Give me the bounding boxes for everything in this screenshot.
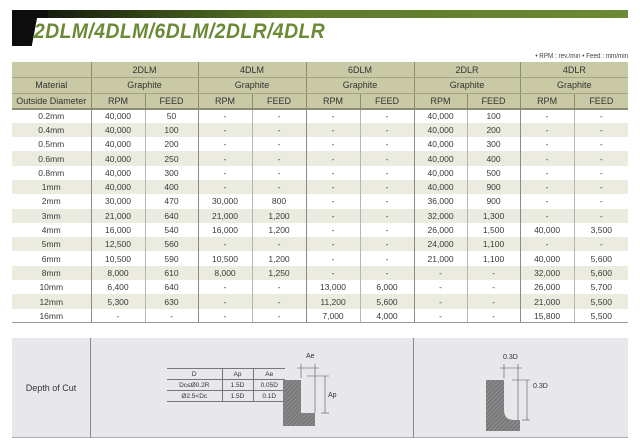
- rpm-cell: 7,000: [306, 309, 360, 323]
- rpm-cell: 21,000: [198, 209, 252, 223]
- feed-cell: 640: [145, 209, 198, 223]
- feed-cell: 4,000: [360, 309, 414, 323]
- rpm-cell: 5,300: [91, 294, 145, 308]
- feed-cell: 1,200: [252, 209, 306, 223]
- diameter-cell: 0.8mm: [12, 166, 91, 180]
- feed-cell: -: [252, 180, 306, 194]
- title-banner: [12, 10, 628, 46]
- width-label: 0.3D: [503, 354, 518, 361]
- material-label: Material: [12, 78, 91, 94]
- depth-of-cut-lr-panel: [414, 338, 628, 438]
- feed-cell: -: [252, 137, 306, 151]
- depth-of-cut-table: [167, 368, 285, 402]
- feed-cell: 800: [252, 194, 306, 208]
- rpm-cell: -: [306, 223, 360, 237]
- feed-cell: 610: [145, 266, 198, 280]
- rpm-cell: -: [414, 280, 467, 294]
- feed-cell: -: [252, 151, 306, 165]
- rpm-cell: 16,000: [91, 223, 145, 237]
- feed-cell: 400: [145, 180, 198, 194]
- feed-cell: 560: [145, 237, 198, 251]
- depth-label: 0.3D: [533, 383, 548, 390]
- material-4dlm: Graphite: [198, 78, 306, 94]
- rpm-cell: 26,000: [520, 280, 574, 294]
- rpm-cell: 40,000: [91, 123, 145, 137]
- rpm-cell: -: [520, 180, 574, 194]
- feed-cell: 300: [145, 166, 198, 180]
- feed-cell: 200: [467, 123, 520, 137]
- rpm-cell: 10,500: [198, 251, 252, 265]
- rpm-cell: 6,400: [91, 280, 145, 294]
- feed-cell: -: [360, 251, 414, 265]
- rpm-cell: 30,000: [91, 194, 145, 208]
- banner-bar: [12, 10, 628, 18]
- cutting-conditions-table: [12, 62, 628, 323]
- table-row: [12, 123, 628, 137]
- table-row: [12, 280, 628, 294]
- rpm-cell: 40,000: [414, 109, 467, 123]
- feed-cell: 640: [145, 280, 198, 294]
- rpm-cell: 8,000: [198, 266, 252, 280]
- feed-cell: 5,500: [574, 294, 628, 308]
- rpm-cell: -: [306, 137, 360, 151]
- rpm-cell: 40,000: [91, 109, 145, 123]
- cut-header-row: [167, 369, 285, 380]
- rpm-cell: 40,000: [91, 180, 145, 194]
- rpm-header: RPM: [198, 93, 252, 109]
- diameter-cell: 8mm: [12, 266, 91, 280]
- feed-cell: -: [360, 180, 414, 194]
- feed-cell: -: [252, 309, 306, 323]
- cut-header-ae: Ae: [253, 369, 285, 380]
- feed-cell: -: [252, 123, 306, 137]
- cut-cell: Ø2.5<Dc: [167, 391, 222, 402]
- feed-cell: 900: [467, 194, 520, 208]
- feed-cell: 250: [145, 151, 198, 165]
- table-row: [12, 109, 628, 123]
- model-header-row: [12, 62, 628, 78]
- rpm-cell: -: [198, 123, 252, 137]
- feed-cell: -: [252, 294, 306, 308]
- feed-cell: -: [574, 151, 628, 165]
- rpm-cell: 40,000: [414, 151, 467, 165]
- cut-cell: 0.05D: [253, 380, 285, 391]
- table-row: [12, 137, 628, 151]
- feed-cell: -: [574, 237, 628, 251]
- rpm-header: RPM: [91, 93, 145, 109]
- rpm-cell: -: [198, 166, 252, 180]
- rpm-cell: -: [306, 194, 360, 208]
- rpm-cell: 8,000: [91, 266, 145, 280]
- feed-cell: -: [252, 237, 306, 251]
- diameter-cell: 2mm: [12, 194, 91, 208]
- feed-cell: 500: [467, 166, 520, 180]
- diameter-cell: 10mm: [12, 280, 91, 294]
- feed-cell: -: [360, 237, 414, 251]
- rpm-cell: 21,000: [520, 294, 574, 308]
- rpm-cell: -: [520, 209, 574, 223]
- rpm-cell: 24,000: [414, 237, 467, 251]
- feed-cell: 400: [467, 151, 520, 165]
- cut-cell: 1.5D: [222, 380, 253, 391]
- rpm-cell: 13,000: [306, 280, 360, 294]
- rpm-cell: 15,800: [520, 309, 574, 323]
- rpm-cell: 40,000: [414, 180, 467, 194]
- feed-cell: -: [360, 109, 414, 123]
- feed-cell: -: [467, 294, 520, 308]
- rpm-cell: -: [198, 237, 252, 251]
- rpm-cell: 36,000: [414, 194, 467, 208]
- feed-cell: 1,200: [252, 223, 306, 237]
- feed-cell: -: [574, 194, 628, 208]
- feed-cell: 540: [145, 223, 198, 237]
- feed-cell: -: [574, 166, 628, 180]
- feed-cell: 1,100: [467, 237, 520, 251]
- diameter-cell: 16mm: [12, 309, 91, 323]
- rpm-cell: 30,000: [198, 194, 252, 208]
- table-row: [12, 266, 628, 280]
- feed-cell: -: [360, 223, 414, 237]
- rpm-cell: -: [306, 209, 360, 223]
- feed-cell: -: [574, 123, 628, 137]
- feed-cell: -: [467, 280, 520, 294]
- rpm-cell: -: [306, 251, 360, 265]
- rpm-cell: -: [306, 180, 360, 194]
- rpm-cell: -: [306, 266, 360, 280]
- feed-cell: 900: [467, 180, 520, 194]
- cut-row: [167, 380, 285, 391]
- rpm-cell: -: [306, 151, 360, 165]
- cut-cell: 1.5D: [222, 391, 253, 402]
- table-row: [12, 151, 628, 165]
- rpm-cell: 32,000: [520, 266, 574, 280]
- rpm-cell: 16,000: [198, 223, 252, 237]
- diameter-cell: 4mm: [12, 223, 91, 237]
- table-row: [12, 223, 628, 237]
- rpm-cell: 40,000: [91, 151, 145, 165]
- table-row: [12, 209, 628, 223]
- rpm-header: RPM: [520, 93, 574, 109]
- feed-cell: 3,500: [574, 223, 628, 237]
- rpm-cell: 11,200: [306, 294, 360, 308]
- depth-of-cut-lm-panel: [91, 338, 414, 438]
- rpm-cell: -: [198, 294, 252, 308]
- model-6dlm: 6DLM: [306, 62, 414, 78]
- material-6dlm: Graphite: [306, 78, 414, 94]
- corner-cell: [12, 62, 91, 78]
- column-header-row: [12, 93, 628, 109]
- material-row: [12, 78, 628, 94]
- feed-cell: -: [145, 309, 198, 323]
- feed-cell: 1,300: [467, 209, 520, 223]
- rpm-cell: -: [198, 109, 252, 123]
- material-4dlr: Graphite: [520, 78, 628, 94]
- rpm-cell: 40,000: [414, 166, 467, 180]
- ap-label: Ap: [328, 392, 337, 399]
- model-4dlm: 4DLM: [198, 62, 306, 78]
- feed-cell: -: [574, 109, 628, 123]
- cut-header-d: D: [167, 369, 222, 380]
- rpm-cell: -: [520, 123, 574, 137]
- cut-cell: 0.1D: [253, 391, 285, 402]
- table-row: [12, 194, 628, 208]
- diameter-cell: 6mm: [12, 251, 91, 265]
- diameter-label: Outside Diameter: [12, 93, 91, 109]
- feed-cell: -: [360, 266, 414, 280]
- feed-header: FEED: [574, 93, 628, 109]
- feed-cell: 200: [145, 137, 198, 151]
- cut-header-ap: Ap: [222, 369, 253, 380]
- lm-cut-diagram-icon: [281, 350, 341, 428]
- feed-cell: 590: [145, 251, 198, 265]
- feed-cell: 5,600: [574, 251, 628, 265]
- rpm-cell: -: [198, 180, 252, 194]
- rpm-cell: 12,500: [91, 237, 145, 251]
- diameter-cell: 0.5mm: [12, 137, 91, 151]
- rpm-cell: -: [520, 237, 574, 251]
- feed-cell: 6,000: [360, 280, 414, 294]
- ae-label: Ae: [306, 353, 315, 360]
- feed-cell: 5,600: [360, 294, 414, 308]
- feed-cell: 300: [467, 137, 520, 151]
- model-4dlr: 4DLR: [520, 62, 628, 78]
- feed-cell: 5,500: [574, 309, 628, 323]
- feed-cell: 630: [145, 294, 198, 308]
- table-row: [12, 166, 628, 180]
- rpm-cell: 40,000: [414, 137, 467, 151]
- feed-cell: 100: [145, 123, 198, 137]
- material-2dlr: Graphite: [414, 78, 520, 94]
- diameter-cell: 0.4mm: [12, 123, 91, 137]
- feed-cell: -: [252, 109, 306, 123]
- rpm-cell: 40,000: [520, 223, 574, 237]
- rpm-cell: 26,000: [414, 223, 467, 237]
- rpm-cell: -: [198, 137, 252, 151]
- lr-cut-diagram-icon: [484, 358, 544, 433]
- feed-cell: -: [360, 194, 414, 208]
- feed-cell: -: [467, 266, 520, 280]
- table-row: [12, 237, 628, 251]
- rpm-cell: 40,000: [91, 137, 145, 151]
- rpm-cell: 32,000: [414, 209, 467, 223]
- cut-cell: Dc≤Ø0.2R: [167, 380, 222, 391]
- feed-cell: -: [467, 309, 520, 323]
- feed-header: FEED: [145, 93, 198, 109]
- rpm-cell: -: [306, 123, 360, 137]
- rpm-cell: -: [306, 237, 360, 251]
- rpm-cell: -: [306, 109, 360, 123]
- rpm-cell: -: [414, 266, 467, 280]
- rpm-cell: 40,000: [91, 166, 145, 180]
- rpm-header: RPM: [306, 93, 360, 109]
- material-2dlm: Graphite: [91, 78, 198, 94]
- feed-cell: 50: [145, 109, 198, 123]
- feed-cell: -: [252, 166, 306, 180]
- feed-cell: -: [574, 180, 628, 194]
- depth-of-cut-label: Depth of Cut: [12, 338, 91, 438]
- feed-header: FEED: [467, 93, 520, 109]
- table-row: [12, 309, 628, 323]
- diameter-cell: 0.6mm: [12, 151, 91, 165]
- rpm-cell: 21,000: [91, 209, 145, 223]
- diameter-cell: 5mm: [12, 237, 91, 251]
- feed-cell: 5,600: [574, 266, 628, 280]
- diameter-cell: 12mm: [12, 294, 91, 308]
- feed-cell: -: [574, 209, 628, 223]
- cut-row: [167, 391, 285, 402]
- feed-cell: -: [360, 166, 414, 180]
- rpm-cell: -: [414, 309, 467, 323]
- feed-cell: -: [574, 137, 628, 151]
- feed-cell: -: [252, 280, 306, 294]
- rpm-header: RPM: [414, 93, 467, 109]
- rpm-cell: -: [414, 294, 467, 308]
- feed-cell: 1,500: [467, 223, 520, 237]
- diameter-cell: 0.2mm: [12, 109, 91, 123]
- feed-cell: -: [360, 123, 414, 137]
- feed-cell: 5,700: [574, 280, 628, 294]
- rpm-cell: -: [520, 166, 574, 180]
- feed-header: FEED: [360, 93, 414, 109]
- feed-cell: 470: [145, 194, 198, 208]
- rpm-cell: -: [520, 109, 574, 123]
- rpm-cell: -: [520, 137, 574, 151]
- diameter-cell: 3mm: [12, 209, 91, 223]
- rpm-cell: -: [520, 194, 574, 208]
- feed-header: FEED: [252, 93, 306, 109]
- feed-cell: 1,200: [252, 251, 306, 265]
- rpm-cell: -: [520, 151, 574, 165]
- feed-cell: 100: [467, 109, 520, 123]
- feed-cell: 1,250: [252, 266, 306, 280]
- depth-of-cut-section: [12, 338, 628, 438]
- feed-cell: -: [360, 151, 414, 165]
- rpm-cell: -: [198, 151, 252, 165]
- rpm-cell: -: [91, 309, 145, 323]
- rpm-cell: 21,000: [414, 251, 467, 265]
- rpm-cell: 40,000: [414, 123, 467, 137]
- rpm-cell: -: [198, 280, 252, 294]
- feed-cell: -: [360, 137, 414, 151]
- feed-cell: -: [360, 209, 414, 223]
- model-2dlm: 2DLM: [91, 62, 198, 78]
- rpm-cell: -: [306, 166, 360, 180]
- table-row: [12, 294, 628, 308]
- table-row: [12, 180, 628, 194]
- table-row: [12, 251, 628, 265]
- page-title: 2DLM/4DLM/6DLM/2DLR/4DLR: [34, 20, 326, 43]
- diameter-cell: 1mm: [12, 180, 91, 194]
- rpm-cell: 40,000: [520, 251, 574, 265]
- units-note: • RPM : rev./min • Feed : mm/min: [535, 53, 628, 60]
- rpm-cell: -: [198, 309, 252, 323]
- rpm-cell: 10,500: [91, 251, 145, 265]
- model-2dlr: 2DLR: [414, 62, 520, 78]
- feed-cell: 1,100: [467, 251, 520, 265]
